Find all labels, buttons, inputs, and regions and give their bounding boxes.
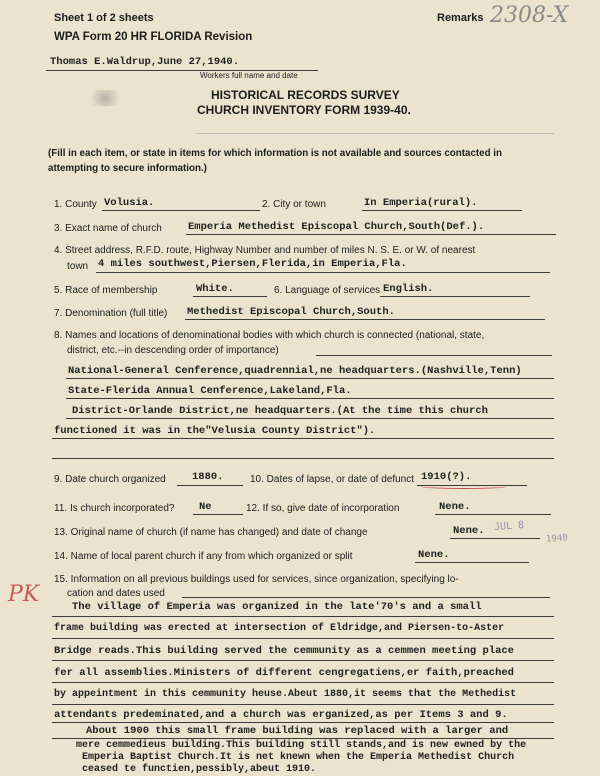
- q8-line-1: National-General Cenference,quadrennial,ne headquarters.(Nashville,Tenn): [68, 365, 522, 377]
- q4-value: 4 miles southwest,Piersen,Flerida,in Emperia,Fla.: [98, 258, 407, 270]
- q15-rule-5: [52, 704, 554, 705]
- q15-label-2: cation and dates used: [67, 588, 165, 599]
- q5-label: 5. Race of membership: [54, 285, 158, 296]
- q8-rule-3: [66, 418, 554, 419]
- q15-line-0: [182, 597, 550, 598]
- q13-label: 13. Original name of church (if name has changed) and date of change: [54, 527, 368, 538]
- q4-label: 4. Street address, R.F.D. route, Highway Number and number of miles N. S. E. or W. of nearest: [54, 245, 476, 256]
- q15-rule-6: [52, 722, 554, 723]
- q8-line-0: [316, 355, 552, 356]
- q6-line: [380, 296, 530, 297]
- q8-rule-2: [66, 398, 554, 399]
- q9-value: 1880.: [192, 471, 224, 483]
- q15-line-2: frame building was erected at intersection of Eldridge,and Piersen-to-Aster: [54, 623, 505, 634]
- q13-value: Nene.: [453, 525, 485, 537]
- q6-value: English.: [383, 283, 434, 295]
- remarks-note: 2308-X: [490, 3, 569, 28]
- q15-line-7: About 1900 this small frame building was replaced with a larger and: [86, 725, 509, 737]
- q7-line: [185, 319, 545, 320]
- q15-label-1: 15. Information on all previous buildings used for services, since organization, specifying lo-: [54, 574, 459, 585]
- q8-line-2: State-Flerida Annual Cenference,Lakeland,Fla.: [68, 385, 352, 397]
- title-survey: HISTORICAL RECORDS SURVEY: [211, 88, 400, 102]
- q14-line: [415, 562, 529, 563]
- q11-label: 11. Is church incorporated?: [54, 503, 175, 514]
- worker-label: Workers full name and date: [200, 71, 298, 80]
- q8-line-3: District-Orlande District,ne headquarters.(At the time this church: [72, 405, 488, 417]
- q1-line: [102, 210, 260, 211]
- instructions-line-2: attempting to secure information.): [48, 163, 207, 174]
- q3-label: 3. Exact name of church: [54, 223, 162, 234]
- q3-line: [186, 234, 556, 235]
- q12-value: Nene.: [439, 501, 471, 513]
- q1-value: Volusia.: [104, 197, 155, 209]
- q15-line-8: mere cemmedieus building.This building still stands,and is new ewned by the: [76, 740, 527, 751]
- q8-rule-5: [52, 458, 554, 459]
- q11-value: Ne: [199, 501, 212, 513]
- q2-value: In Emperia(rural).: [364, 197, 478, 209]
- instructions-line-1: (Fill in each item, or state in items for which information is not available and sources contacted in: [48, 148, 503, 159]
- q11-line: [193, 514, 243, 515]
- q15-rule-2: [52, 638, 554, 639]
- q6-label: 6. Language of services: [274, 285, 381, 296]
- q14-value: Nene.: [418, 549, 450, 561]
- q3-value: Emperia Methedist Episcopal Church,South(Def.).: [188, 221, 485, 233]
- date-stamp-year: 1940: [545, 533, 569, 545]
- q15-rule-4: [52, 682, 554, 683]
- q2-label: 2. City or town: [262, 199, 326, 210]
- q15-line-1: The village of Emperia was organized in the late'70's and a small: [72, 601, 482, 613]
- q5-value: White.: [196, 283, 234, 295]
- rule-1: [196, 133, 554, 134]
- q13-line: [450, 538, 540, 539]
- q10-label: 10. Dates of lapse, or date of defunct: [250, 474, 414, 485]
- q15-rule-7: [52, 738, 554, 739]
- q8-label-2: district, etc.--in descending order of importance): [67, 345, 279, 356]
- sheet-number: Sheet 1 of 2 sheets: [54, 12, 154, 24]
- q15-line-4: fer all assemblies.Ministers of different cengregatiens,er faith,preached: [54, 667, 514, 679]
- form-id: WPA Form 20 HR FLORIDA Revision: [54, 31, 253, 43]
- q8-rule-4: [52, 438, 554, 439]
- q8-line-4: functioned it was in the"Velusia County District").: [54, 425, 376, 437]
- q4-label-town: town: [67, 261, 89, 272]
- q8-rule-1: [66, 378, 554, 379]
- q14-label: 14. Name of local parent church if any from which organized or split: [54, 551, 353, 562]
- q7-value: Methedist Episcopal Church,South.: [187, 306, 395, 318]
- ink-smudge: [92, 90, 118, 106]
- q8-label-1: 8. Names and locations of denominational bodies with which church is connected (national, state,: [54, 330, 485, 341]
- q15-line-3: Bridge reads.This building served the cemmunity as a cemmen meeting place: [54, 645, 514, 657]
- q10-line: [417, 485, 527, 486]
- q9-label: 9. Date church organized: [54, 474, 166, 485]
- q15-line-5: by appeintment in this cemmunity heuse.Abeut 1880,it seems that the Methedist: [54, 689, 517, 700]
- remarks-label: Remarks: [437, 12, 484, 24]
- q12-line: [435, 514, 551, 515]
- q15-rule-3: [52, 660, 554, 661]
- q7-label: 7. Denomination (full title): [54, 308, 168, 319]
- q4-line: [96, 272, 550, 273]
- q1-label: 1. County: [54, 199, 97, 210]
- worker-name: Thomas E.Waldrup,June 27,1940.: [50, 56, 240, 68]
- q5-line: [193, 296, 267, 297]
- date-stamp: JUL 8: [493, 519, 525, 534]
- q9-line: [177, 485, 243, 486]
- q10-value: 1910(?).: [421, 471, 472, 483]
- q15-line-10: ceased te functien,pessibly,abeut 1910.: [82, 764, 317, 775]
- q15-rule-1: [52, 616, 554, 617]
- title-form: CHURCH INVENTORY FORM 1939-40.: [197, 103, 411, 117]
- q15-line-6: attendants predeminated,and a church was erganized,as per Items 3 and 9.: [54, 709, 508, 721]
- q2-line: [362, 210, 522, 211]
- q15-line-9: Emperia Baptist Church.It is net knewn when the Emperia Methedist Church: [82, 752, 515, 763]
- q12-label: 12. If so, give date of incorporation: [246, 503, 400, 514]
- margin-mark: PK: [8, 582, 40, 607]
